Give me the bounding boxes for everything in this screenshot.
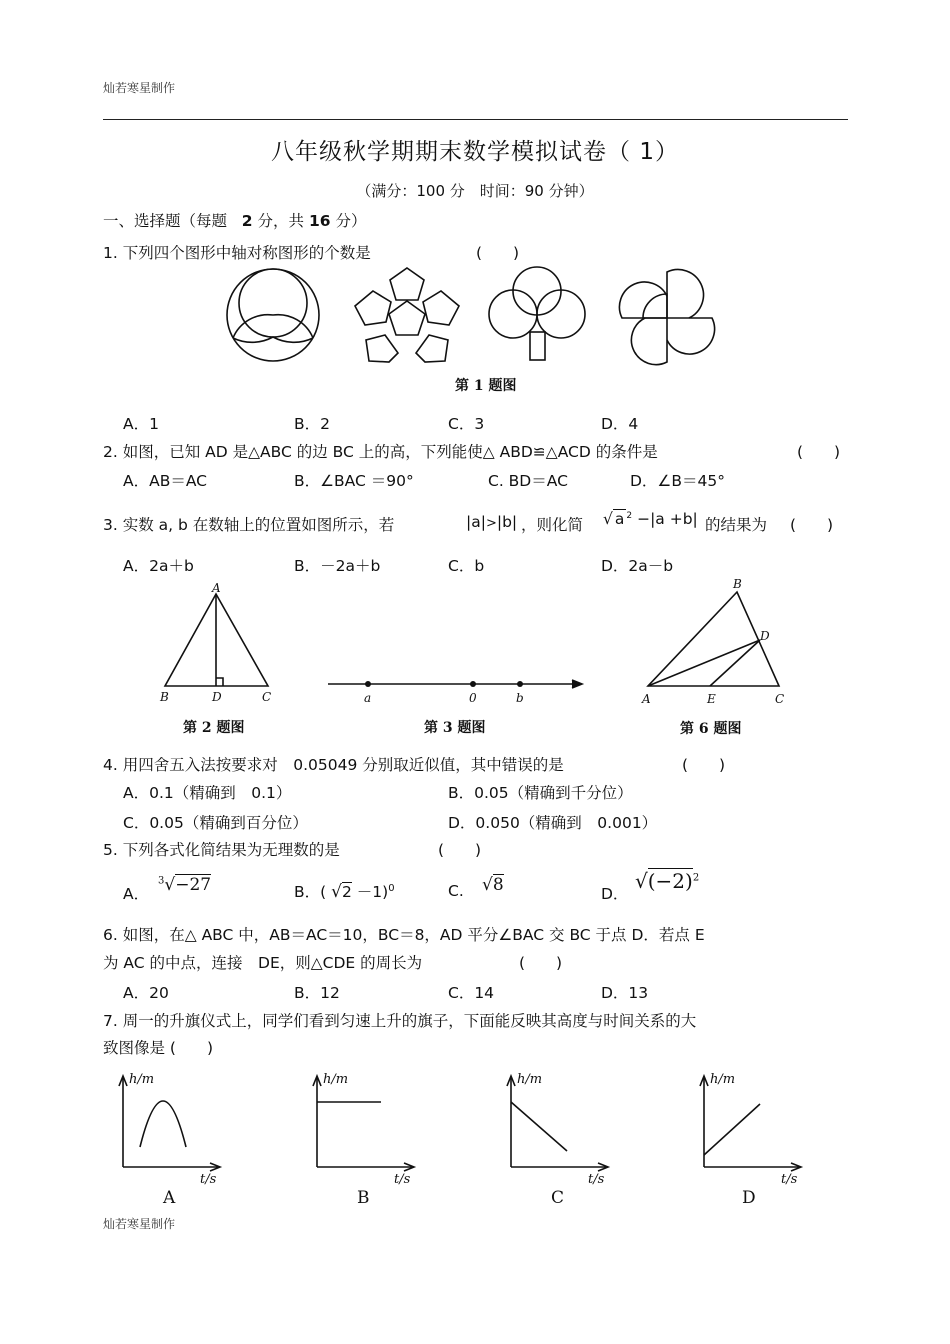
q7-graph-c-label: C bbox=[551, 1188, 565, 1208]
q5-option-a-label: A． bbox=[123, 885, 150, 903]
sqrt-icon: √ bbox=[603, 510, 613, 528]
q7-d-xlabel: t/s bbox=[781, 1172, 798, 1187]
q7-graph-d-label: D bbox=[742, 1188, 756, 1208]
q2-stem: 2. 如图，已知 AD 是△ABC 的边 BC 上的高，下列能使△ ABD≌△ACD 的条件是 bbox=[103, 443, 658, 461]
q3-abs-a: |a| bbox=[466, 513, 486, 531]
q2-option-a: A．AB＝AC bbox=[123, 472, 207, 490]
q2-label-a: A bbox=[212, 581, 221, 595]
q3-paren: ( ) bbox=[790, 516, 834, 534]
q7-graph-c bbox=[507, 1076, 608, 1171]
q2-option-b: B．∠BAC ＝90° bbox=[294, 472, 414, 490]
q6-paren: ( ) bbox=[519, 954, 563, 972]
q5-paren: ( ) bbox=[438, 841, 482, 859]
q7-b-ylabel: h/m bbox=[323, 1072, 349, 1087]
sqrt-icon: √ bbox=[331, 882, 342, 902]
q3-radicand: a bbox=[614, 510, 625, 528]
q5-option-c-label: C. bbox=[448, 882, 464, 900]
q6-option-d: D．13 bbox=[601, 984, 649, 1002]
q1-option-b: B．2 bbox=[294, 415, 330, 433]
q2-option-c: C. BD＝AC bbox=[488, 472, 568, 490]
exam-subtitle: （满分：100 分 时间：90 分钟） bbox=[356, 182, 594, 200]
q3-option-a: A．2a＋b bbox=[123, 557, 194, 575]
q5-option-d-label: D． bbox=[601, 885, 629, 903]
q5-option-b-radicand: 2 bbox=[341, 883, 352, 901]
q2-paren: ( ) bbox=[797, 443, 841, 461]
q6-label-e: E bbox=[707, 692, 716, 706]
q7-b-xlabel: t/s bbox=[394, 1172, 411, 1187]
q5-cube-index: 3 bbox=[158, 875, 165, 887]
q5-option-b-label: B．( bbox=[294, 883, 327, 901]
q3-label-zero: 0 bbox=[469, 691, 477, 705]
q3-stem-a: 3. 实数 a, b 在数轴上的位置如图所示，若 bbox=[103, 516, 395, 534]
q4-option-c: C．0.05（精确到百分位） bbox=[123, 814, 308, 832]
q4-paren: ( ) bbox=[682, 756, 726, 774]
q6-line-2: 为 AC 的中点，连接 DE，则△CDE 的周长为 bbox=[103, 954, 423, 972]
q1-paren: ( ) bbox=[476, 244, 520, 262]
q7-a-ylabel: h/m bbox=[129, 1072, 155, 1087]
q6-figure-caption: 第 6 题图 bbox=[680, 721, 742, 737]
q1-stem: 1. 下列四个图形中轴对称图形的个数是 bbox=[103, 244, 371, 262]
q4-option-d: D．0.050（精确到 0.001） bbox=[448, 814, 658, 832]
q5-option-b-exponent: 0 bbox=[388, 882, 395, 894]
q4-option-b: B．0.05（精确到千分位） bbox=[448, 784, 633, 802]
q6-label-d: D bbox=[760, 629, 770, 643]
q7-graph-d bbox=[700, 1076, 801, 1171]
q6-option-b: B．12 bbox=[294, 984, 340, 1002]
q4-option-a: A．0.1（精确到 0.1） bbox=[123, 784, 292, 802]
sqrt-icon: √ bbox=[635, 869, 648, 893]
sqrt-icon: √ bbox=[164, 875, 176, 895]
q3-abs-expr: |a +b| bbox=[650, 510, 698, 528]
q2-label-b: B bbox=[160, 690, 169, 704]
page-header: 灿若寒星制作 bbox=[103, 81, 176, 95]
section-label-a: 一、选择题（每题 bbox=[103, 212, 228, 230]
q6-label-a: A bbox=[642, 692, 651, 706]
q6-label-c: C bbox=[775, 692, 785, 706]
q3-gt: > bbox=[485, 516, 497, 531]
q3-abs-b: |b| bbox=[496, 513, 518, 531]
q7-graph-b bbox=[313, 1076, 414, 1171]
q7-d-ylabel: h/m bbox=[710, 1072, 736, 1087]
q3-option-c: C．b bbox=[448, 557, 485, 575]
q7-graph-b-label: B bbox=[357, 1188, 370, 1208]
q1-option-a: A．1 bbox=[123, 415, 159, 433]
q5-option-d-exponent: 2 bbox=[692, 872, 700, 884]
section-total: 16 bbox=[308, 212, 331, 230]
q5-option-c-radicand: 8 bbox=[492, 875, 504, 895]
q6-option-c: C．14 bbox=[448, 984, 495, 1002]
q3-label-b: b bbox=[516, 691, 524, 705]
q6-label-b: B bbox=[733, 577, 742, 591]
exam-title: 八年级秋学期期末数学模拟试卷（ 1） bbox=[271, 139, 679, 165]
q3-minus: − bbox=[637, 510, 651, 528]
q4-stem: 4. 用四舍五入法按要求对 0.05049 分别取近似值，其中错误的是 bbox=[103, 756, 564, 774]
q7-c-ylabel: h/m bbox=[517, 1072, 543, 1087]
q1-figure-caption: 第 1 题图 bbox=[455, 378, 517, 394]
q6-option-a: A．20 bbox=[123, 984, 169, 1002]
sqrt-icon: √ bbox=[482, 875, 493, 895]
q2-label-d: D bbox=[212, 690, 222, 704]
q3-figure-caption: 第 3 题图 bbox=[424, 720, 486, 736]
q7-a-xlabel: t/s bbox=[200, 1172, 217, 1187]
q3-option-d: D．2a－b bbox=[601, 557, 674, 575]
q5-stem: 5. 下列各式化简结果为无理数的是 bbox=[103, 841, 340, 859]
q1-option-d: D．4 bbox=[601, 415, 639, 433]
q3-stem-c: 的结果为 bbox=[705, 516, 768, 534]
section-label-b: 分，共 bbox=[257, 212, 305, 230]
q3-stem-b: ，则化简 bbox=[521, 516, 584, 534]
q5-option-d-radicand: (−2) bbox=[647, 869, 693, 893]
section-label-c: 分） bbox=[335, 212, 367, 230]
q7-line-2: 致图像是 ( ) bbox=[103, 1039, 214, 1057]
q1-option-c: C．3 bbox=[448, 415, 485, 433]
q3-sup: 2 bbox=[626, 510, 633, 521]
q7-c-xlabel: t/s bbox=[588, 1172, 605, 1187]
q3-option-b: B．－2a＋b bbox=[294, 557, 381, 575]
q2-option-d: D．∠B＝45° bbox=[630, 472, 725, 490]
section-points: 2 bbox=[241, 212, 253, 230]
q7-graph-a-label: A bbox=[163, 1188, 176, 1208]
q3-label-a: a bbox=[364, 691, 372, 705]
q2-label-c: C bbox=[262, 690, 272, 704]
q5-option-b-rest: －1) bbox=[356, 883, 389, 901]
q2-figure-caption: 第 2 题图 bbox=[183, 720, 245, 736]
q7-graph-a bbox=[119, 1076, 220, 1171]
page-footer: 灿若寒星制作 bbox=[103, 1217, 176, 1231]
q6-line-1: 6. 如图，在△ ABC 中，AB＝AC＝10，BC＝8，AD 平分∠BAC 交 BC 于点 D．若点 E bbox=[103, 926, 705, 944]
q5-option-a-radicand: −27 bbox=[175, 875, 212, 895]
q7-line-1: 7. 周一的升旗仪式上，同学们看到匀速上升的旗子，下面能反映其高度与时间关系的大 bbox=[103, 1012, 697, 1030]
